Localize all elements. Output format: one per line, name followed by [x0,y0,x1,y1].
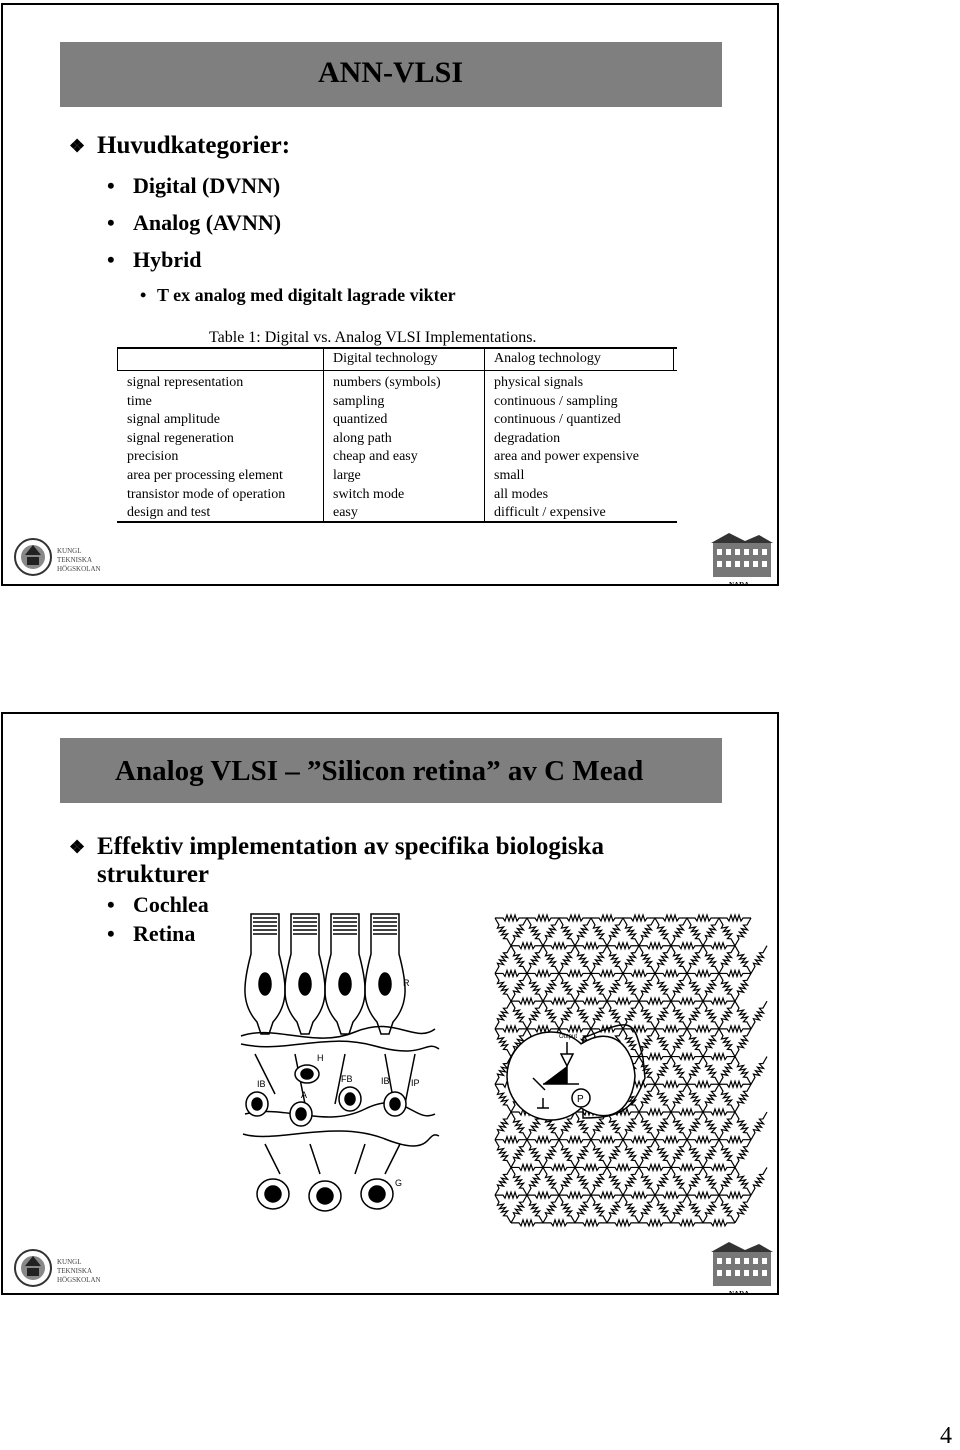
table-cell: area and power expensive [494,449,639,465]
logo-text: KUNGL [57,547,82,555]
table-cell: small [494,467,525,483]
sub-bullet-item: • T ex analog med digitalt lagrade vikter [140,285,456,305]
svg-text:KUNGL: KUNGL [57,1258,82,1266]
table-cell: physical signals [494,375,584,390]
table-header-digital: Digital technology [333,351,438,366]
table-cell: numbers (symbols) [333,375,441,390]
label-output: Output [559,1034,578,1040]
table-cell: area per processing element [127,467,283,483]
diamond-bullet-icon: ❖ [69,837,86,857]
table-col-digital [333,374,441,523]
table-cell: continuous / sampling [494,393,618,409]
title-bar [60,738,722,803]
label-a: A [301,1090,308,1100]
page-number: 4 [940,1423,952,1449]
table-cell: quantized [333,412,388,428]
slide-title: ANN-VLSI [318,56,464,89]
nada-logo [709,1238,775,1298]
bullet-item: • Retina [107,921,196,946]
table-cell: sampling [333,393,385,409]
bullet-item: • Cochlea [107,892,209,917]
svg-text:HÖGSKOLAN: HÖGSKOLAN [57,1276,101,1284]
slide-title: Analog VLSI – ”Silicon retina” av C Mead [115,755,644,787]
label-ib2: IB [381,1076,390,1086]
heading-bullet [69,132,290,160]
retina-cell-drawing [235,904,441,1232]
table-caption: Table 1: Digital vs. Analog VLSI Implementations. [209,329,537,346]
table-cell: all modes [494,486,549,502]
table-cell: degradation [494,430,561,446]
nada-logo [709,529,775,589]
bullet-item: • Digital (DVNN) [107,173,281,198]
svg-text:TEKNISKA: TEKNISKA [57,556,92,564]
comparison-table [117,347,677,523]
heading-bullet [69,833,604,889]
table-cell: along path [333,430,392,446]
table-cell: time [127,393,152,409]
label-ip: IP [411,1078,420,1088]
label-fb: FB [341,1074,353,1084]
table-cell: signal amplitude [127,412,220,428]
svg-text:NADA: NADA [729,1290,750,1298]
table-cell: large [333,467,361,483]
table-cell: switch mode [333,486,405,502]
table-cell: transistor mode of operation [127,486,286,502]
table-cell: easy [333,505,358,521]
slide-ann-vlsi [1,3,779,589]
label-ib: IB [257,1079,266,1089]
table-cell: design and test [127,505,211,521]
title-bar [60,42,722,107]
svg-text:HÖGSKOLAN: HÖGSKOLAN [57,565,101,573]
diamond-bullet-icon: ❖ [69,136,86,156]
slide-silicon-retina [1,712,779,1298]
svg-text:NADA: NADA [729,581,750,589]
table-col-property [127,374,285,523]
label-r: R [403,978,410,988]
bullet-item: • Analog (AVNN) [107,210,282,235]
heading-text: Huvudkategorier: [97,132,291,159]
table-cell: signal representation [127,375,244,390]
label-p: P [577,1094,584,1105]
table-cell: continuous / quantized [494,412,621,428]
svg-text:TEKNISKA: TEKNISKA [57,1267,92,1275]
label-g: G [395,1178,403,1188]
table-cell: cheap and easy [333,449,418,465]
kth-logo [13,533,113,581]
heading-text-line2: strukturer [97,861,210,888]
table-col-analog [494,374,639,523]
table-cell: difficult / expensive [494,505,606,521]
label-h: H [317,1053,324,1063]
table-cell: precision [127,449,179,465]
heading-text-line1: Effektiv implementation av specifika biologiska [97,833,604,860]
silicon-retina-resistive-grid [483,908,769,1232]
bullet-item: • Hybrid [107,247,202,272]
table-cell: signal regeneration [127,430,234,446]
kth-logo [13,1244,113,1292]
table-header-analog: Analog technology [494,351,601,366]
